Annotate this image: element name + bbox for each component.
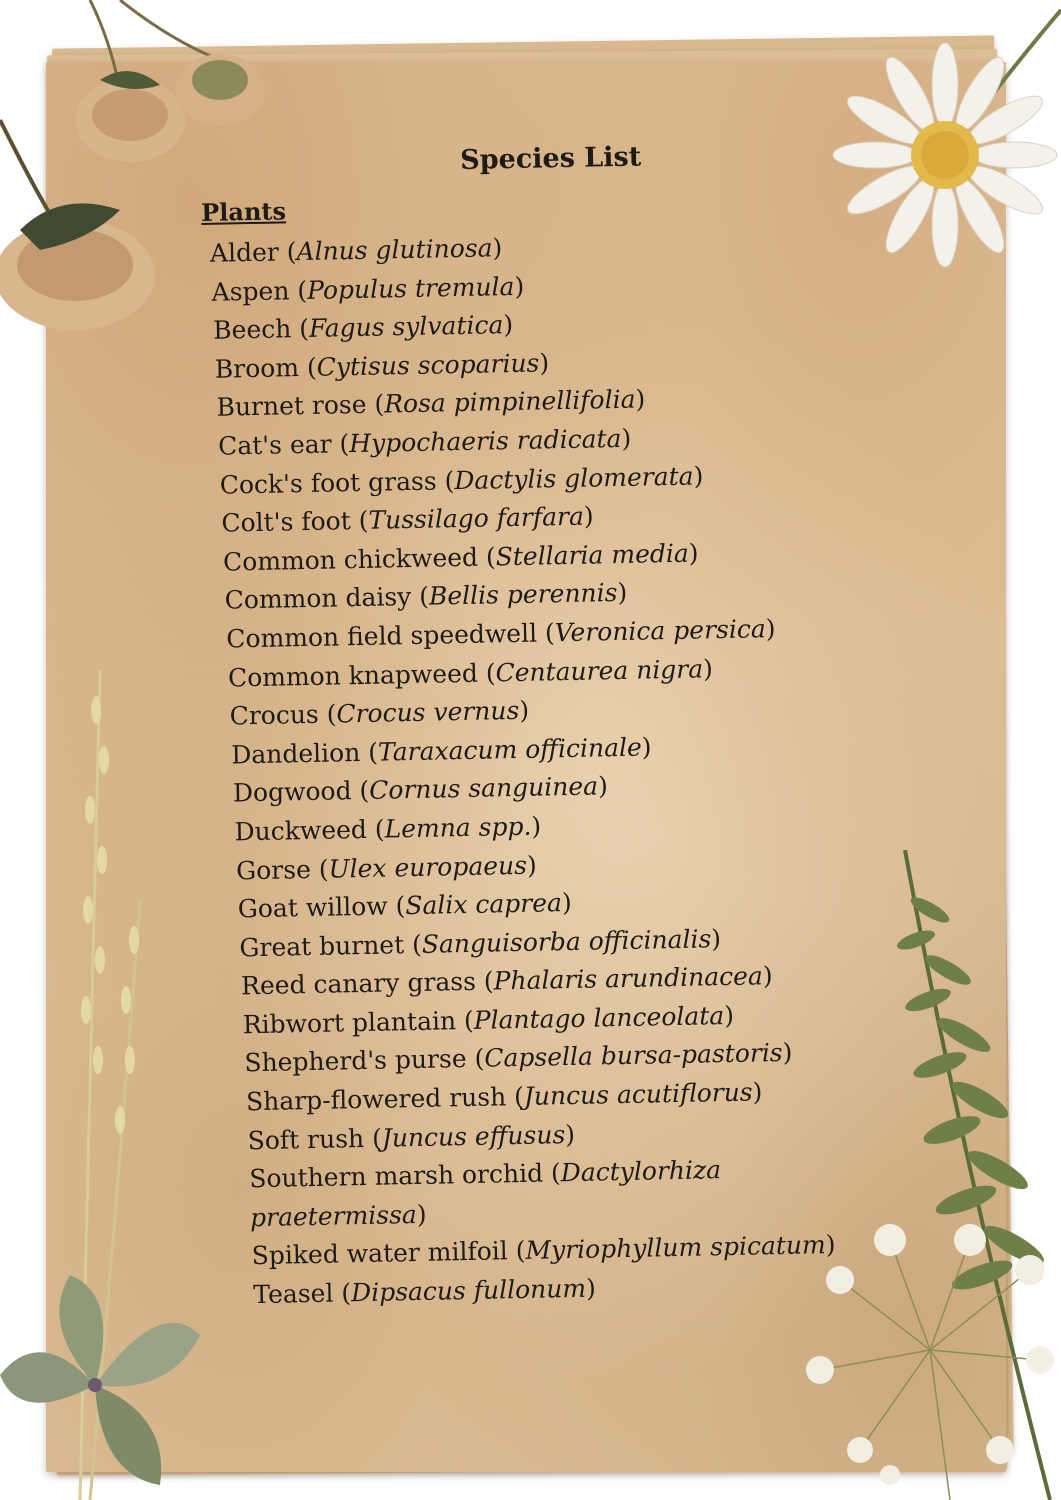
- daisy-icon: [820, 0, 1061, 280]
- species-latin-name: Stellaria media: [495, 538, 690, 572]
- species-item: Common daisy (Bellis perennis): [224, 578, 628, 615]
- species-item: Goat willow (Salix caprea): [237, 888, 572, 924]
- species-latin-name: Rosa pimpinellifolia: [383, 385, 636, 419]
- hydrangea-icon: [0, 1255, 210, 1500]
- species-common-name: Dogwood: [232, 776, 352, 808]
- species-latin-name: Dactylorhiza praetermissa: [249, 1155, 722, 1233]
- species-common-name: Dandelion: [231, 737, 361, 770]
- species-common-name: Gorse: [235, 854, 312, 885]
- species-latin-name: Phalaris arundinacea: [493, 961, 764, 996]
- species-item: Spiked water milfoil (Myriophyllum spicatum): [251, 1230, 836, 1271]
- species-item: Reed canary grass (Phalaris arundinacea): [240, 961, 773, 1001]
- species-common-name: Common daisy: [224, 582, 412, 615]
- species-common-name: Duckweed: [234, 814, 368, 847]
- species-common-name: Spiked water milfoil: [251, 1236, 509, 1271]
- species-common-name: Common chickweed: [222, 542, 479, 577]
- species-latin-name: Populus tremula: [306, 271, 515, 305]
- species-latin-name: Myriophyllum spicatum: [525, 1230, 826, 1266]
- species-latin-name: Cytisus scoparius: [316, 348, 540, 382]
- species-item: Shepherd's purse (Capsella bursa-pastoris): [244, 1038, 793, 1078]
- species-latin-name: Veronica persica: [554, 614, 766, 648]
- species-item: Sharp-flowered rush (Juncus acutiflorus): [245, 1077, 763, 1117]
- species-item: Common chickweed (Stellaria media): [222, 538, 699, 577]
- species-item: Dogwood (Cornus sanguinea): [232, 771, 609, 808]
- species-latin-name: Tussilago farfara: [368, 501, 585, 535]
- species-item: Ribwort plantain (Plantago lanceolata): [242, 1000, 735, 1040]
- species-common-name: Aspen: [211, 275, 290, 307]
- species-latin-name: Salix caprea: [405, 888, 563, 921]
- species-latin-name: Sanguisorba officinalis: [421, 923, 712, 959]
- species-item: Burnet rose (Rosa pimpinellifolia): [216, 384, 646, 423]
- species-item: Southern marsh orchid (Dactylorhiza praetermissa): [249, 1155, 722, 1233]
- section-heading-plants: Plants: [200, 196, 287, 227]
- species-item: Broom (Cytisus scoparius): [214, 348, 550, 384]
- species-common-name: Southern marsh orchid: [249, 1158, 544, 1194]
- species-item: Duckweed (Lemna spp.): [234, 811, 542, 847]
- species-latin-name: Juncus effusus: [381, 1119, 566, 1153]
- species-latin-name: Lemna spp.: [384, 811, 532, 844]
- species-common-name: Goat willow: [237, 891, 388, 924]
- species-item: Crocus (Crocus vernus): [229, 695, 530, 731]
- species-list: [210, 223, 837, 1315]
- species-common-name: Beech: [212, 314, 292, 345]
- species-item: Great burnet (Sanguisorba officinalis): [239, 923, 722, 963]
- species-latin-name: Dipsacus fullonum: [350, 1273, 587, 1308]
- species-common-name: Alder: [209, 237, 280, 268]
- page-title: Species List: [459, 141, 642, 176]
- species-common-name: Common knapweed: [227, 658, 479, 693]
- species-latin-name: Cornus sanguinea: [368, 771, 599, 806]
- species-latin-name: Crocus vernus: [336, 696, 520, 729]
- species-latin-name: Plantago lanceolata: [473, 1000, 725, 1035]
- species-latin-name: Capsella bursa-pastoris: [484, 1038, 783, 1074]
- species-latin-name: Fagus sylvatica: [308, 310, 504, 344]
- species-common-name: Shepherd's purse: [244, 1044, 467, 1078]
- species-item: Teasel (Dipsacus fullonum): [253, 1273, 597, 1310]
- species-latin-name: Juncus acutiflorus: [523, 1077, 753, 1111]
- species-item: Colt's foot (Tussilago farfara): [221, 501, 594, 538]
- species-latin-name: Centaurea nigra: [495, 653, 704, 687]
- species-common-name: Teasel: [253, 1278, 334, 1310]
- species-item: Gorse (Ulex europaeus): [235, 850, 537, 885]
- species-common-name: Ribwort plantain: [242, 1006, 457, 1040]
- species-item: Soft rush (Juncus effusus): [247, 1119, 576, 1155]
- species-item: Common knapweed (Centaurea nigra): [227, 653, 714, 693]
- species-latin-name: Hypochaeris radicata: [348, 423, 622, 459]
- species-item: Dandelion (Taraxacum officinale): [231, 732, 652, 770]
- species-latin-name: Bellis perennis: [428, 578, 618, 611]
- species-item: Cock's foot grass (Dactylis glomerata): [219, 460, 704, 500]
- species-common-name: Soft rush: [247, 1123, 365, 1155]
- species-latin-name: Ulex europaeus: [328, 850, 528, 884]
- species-common-name: Cat's ear: [217, 429, 332, 461]
- species-common-name: Broom: [214, 352, 300, 384]
- species-common-name: Crocus: [229, 699, 319, 731]
- species-item: Common field speedwell (Veronica persica): [226, 613, 776, 654]
- species-common-name: Great burnet: [239, 929, 405, 963]
- species-common-name: Common field speedwell: [226, 618, 538, 654]
- species-common-name: Reed canary grass: [240, 967, 477, 1001]
- species-item: Aspen (Populus tremula): [211, 271, 525, 307]
- species-item: Beech (Fagus sylvatica): [212, 310, 514, 345]
- species-common-name: Cock's foot grass: [219, 466, 437, 500]
- species-common-name: Colt's foot: [221, 506, 352, 538]
- species-latin-name: Alnus glutinosa: [296, 233, 493, 267]
- species-latin-name: Dactylis glomerata: [454, 461, 694, 495]
- species-common-name: Sharp-flowered rush: [245, 1082, 507, 1117]
- species-item: Alder (Alnus glutinosa): [209, 233, 503, 268]
- species-item: Cat's ear (Hypochaeris radicata): [217, 423, 632, 461]
- species-latin-name: Taraxacum officinale: [377, 732, 643, 767]
- species-common-name: Burnet rose: [216, 390, 367, 423]
